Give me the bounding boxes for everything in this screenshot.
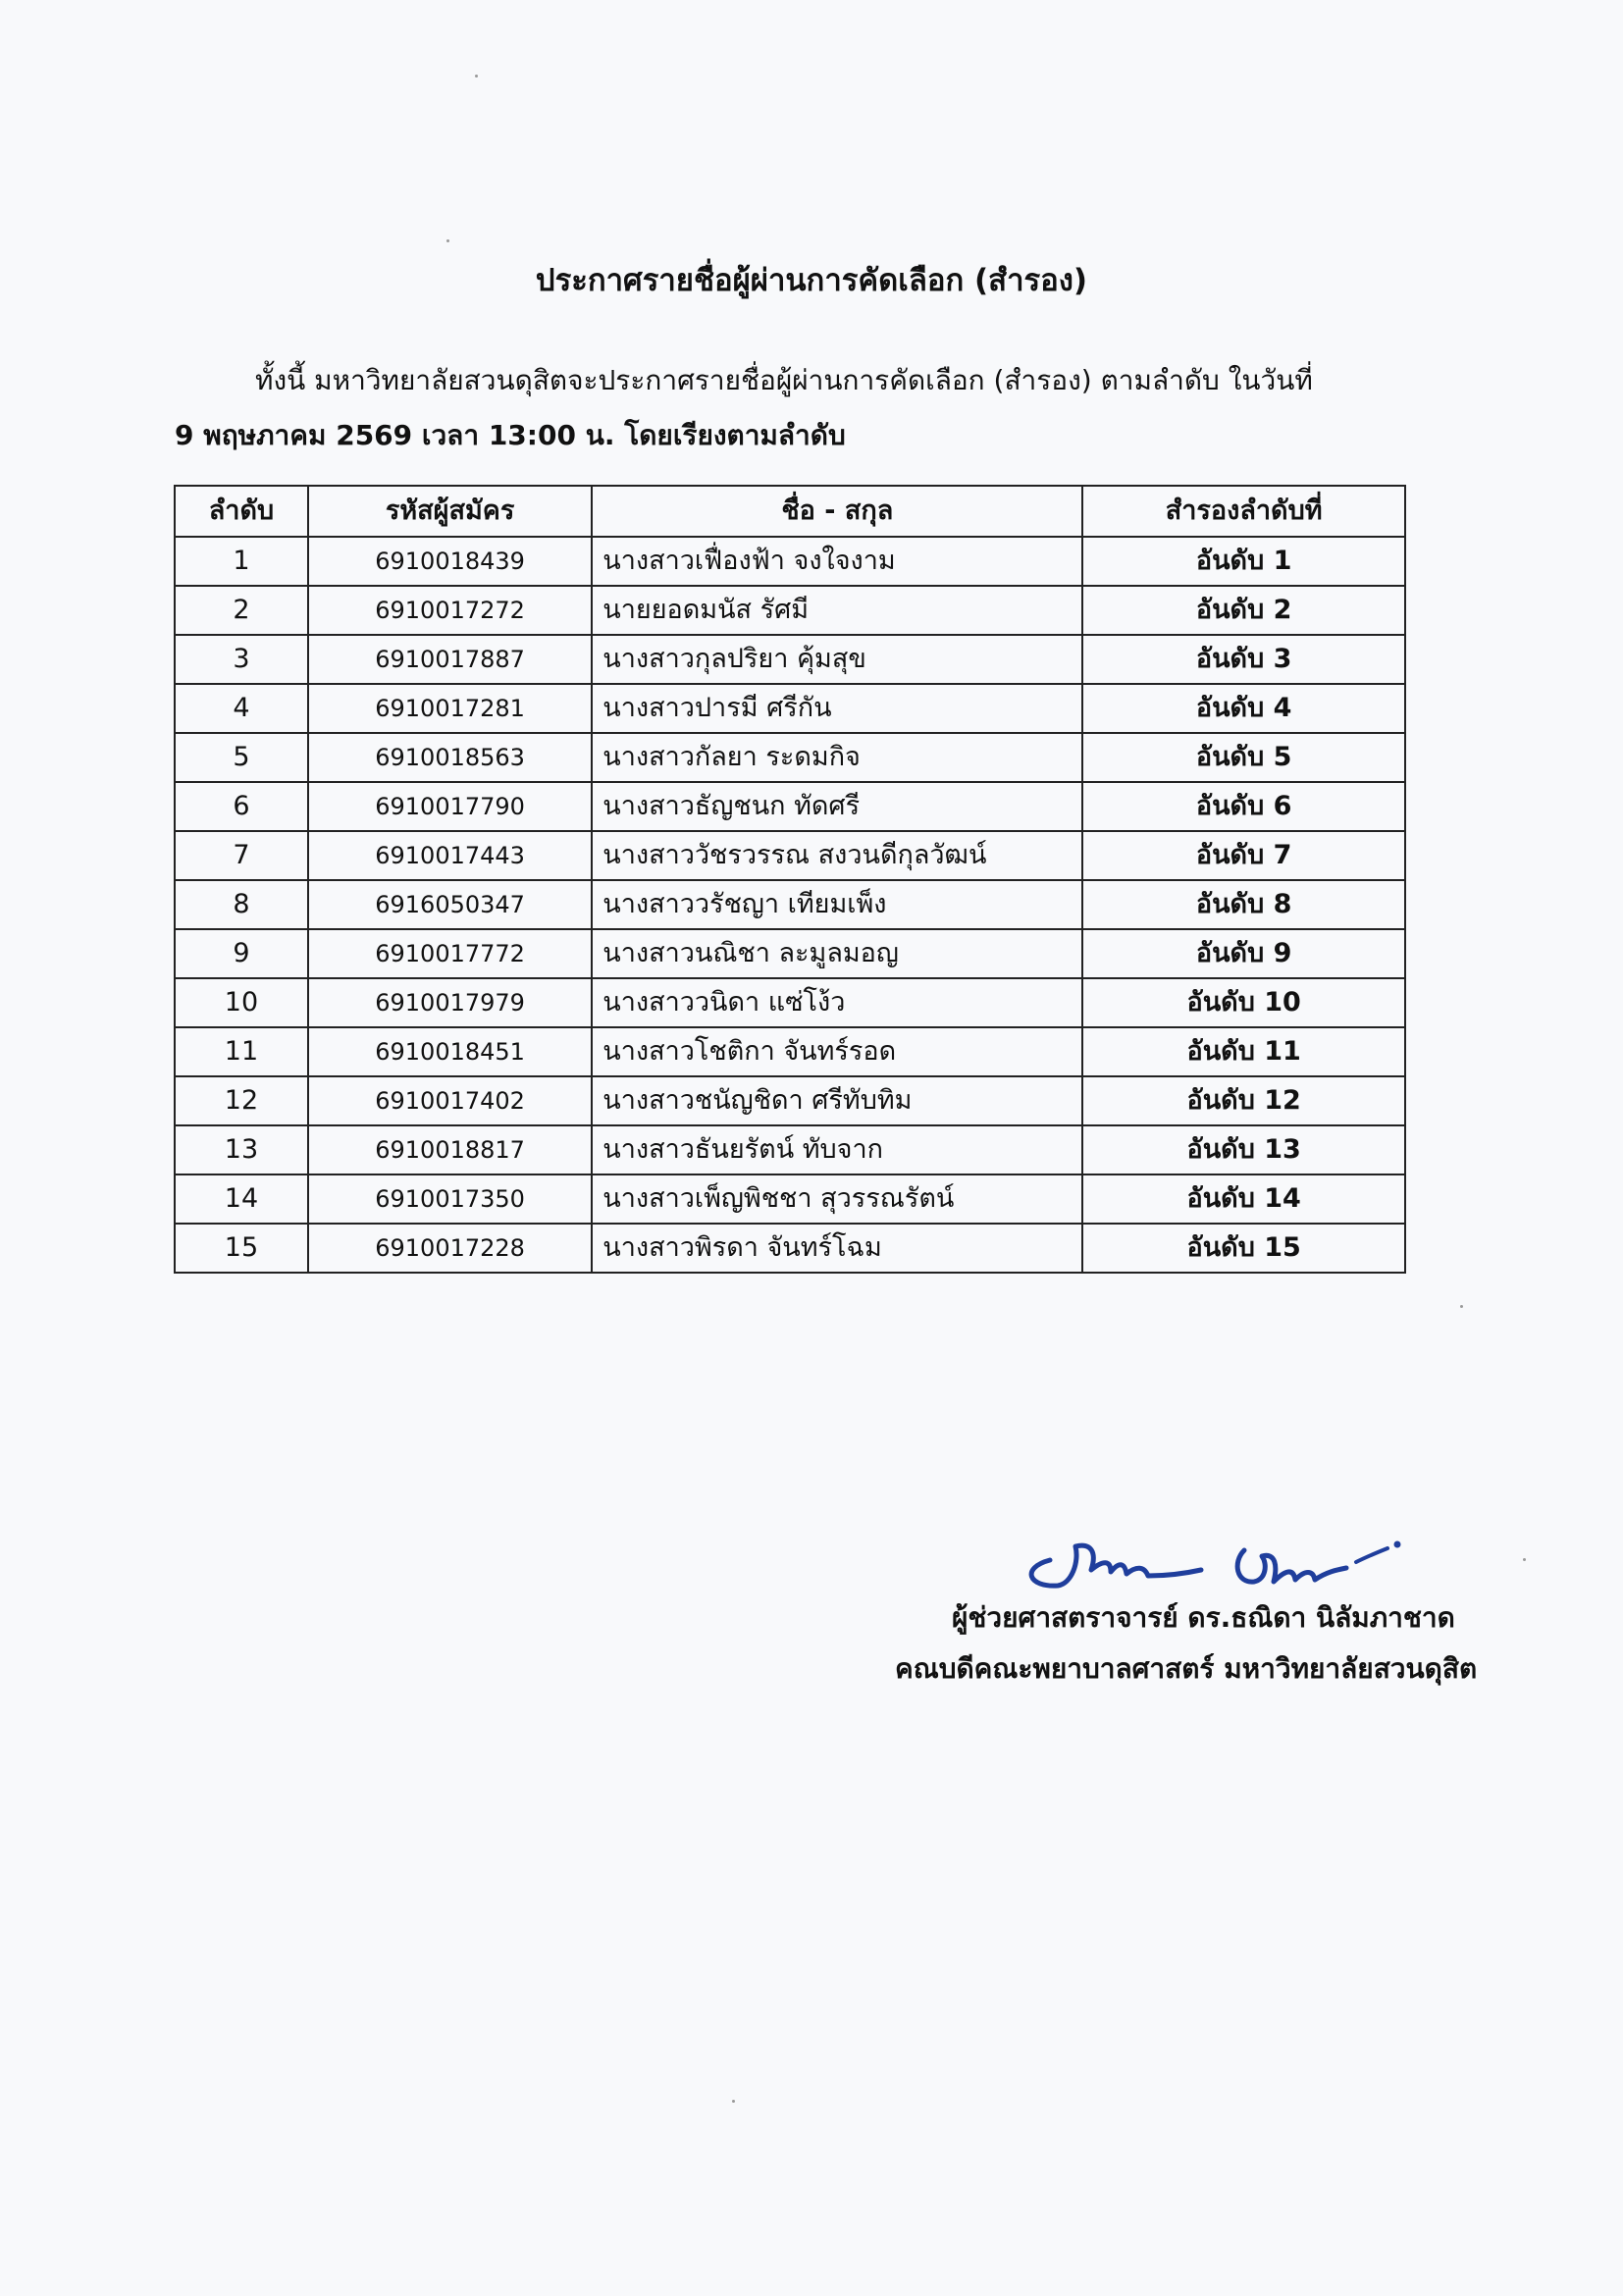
header-applicant-id: รหัสผู้สมัคร — [308, 486, 592, 537]
cell-no: 3 — [175, 635, 308, 684]
cell-applicant-id: 6910017350 — [308, 1174, 592, 1224]
cell-rank: อันดับ 13 — [1082, 1125, 1405, 1174]
cell-name: นางสาวธัญชนก ทัดศรี — [592, 782, 1082, 831]
table-row — [175, 1125, 1405, 1174]
table-row — [175, 635, 1405, 684]
signature-stroke-3 — [1356, 1548, 1387, 1562]
table-body — [175, 537, 1405, 1273]
cell-name: นางสาวโชติกา จันทร์รอด — [592, 1027, 1082, 1076]
scan-speck — [446, 239, 449, 242]
cell-rank: อันดับ 12 — [1082, 1076, 1405, 1125]
cell-no: 10 — [175, 978, 308, 1027]
table-row — [175, 880, 1405, 929]
intro-paragraph — [175, 353, 1431, 463]
header-rank: สำรองลำดับที่ — [1082, 486, 1405, 537]
table-row — [175, 831, 1405, 880]
cell-applicant-id: 6910017443 — [308, 831, 592, 880]
cell-rank: อันดับ 7 — [1082, 831, 1405, 880]
table-row — [175, 684, 1405, 733]
scan-speck — [732, 2100, 735, 2103]
cell-name: นางสาวเพ็ญพิชชา สุวรรณรัตน์ — [592, 1174, 1082, 1224]
cell-applicant-id: 6910017979 — [308, 978, 592, 1027]
table-row — [175, 1076, 1405, 1125]
cell-rank: อันดับ 10 — [1082, 978, 1405, 1027]
scan-speck — [1460, 1305, 1463, 1308]
signature-stroke-2 — [1237, 1550, 1346, 1582]
cell-name: นางสาววรัชญา เทียมเพ็ง — [592, 880, 1082, 929]
cell-name: นางสาวธันยรัตน์ ทับจาก — [592, 1125, 1082, 1174]
cell-applicant-id: 6910017790 — [308, 782, 592, 831]
table-row — [175, 586, 1405, 635]
cell-name: นายยอดมนัส รัศมี — [592, 586, 1082, 635]
table-row — [175, 537, 1405, 586]
cell-applicant-id: 6910018817 — [308, 1125, 592, 1174]
cell-rank: อันดับ 6 — [1082, 782, 1405, 831]
cell-name: นางสาวเฟื่องฟ้า จงใจงาม — [592, 537, 1082, 586]
intro-line-1: ทั้งนี้ มหาวิทยาลัยสวนดุสิตจะประกาศรายชื่อผู้ผ่านการคัดเลือก (สำรอง) ตามลำดับ ในวันที่ — [255, 364, 1313, 396]
scan-speck — [1523, 1558, 1526, 1561]
cell-name: นางสาววัชรวรรณ สงวนดีกุลวัฒน์ — [592, 831, 1082, 880]
signatory-name: ผู้ช่วยศาสตราจารย์ ดร.ธณิดา นิลัมภาชาด — [952, 1601, 1455, 1634]
table-row — [175, 978, 1405, 1027]
cell-no: 5 — [175, 733, 308, 782]
header-no: ลำดับ — [175, 486, 308, 537]
header-name: ชื่อ - สกุล — [592, 486, 1082, 537]
intro-line-2: 9 พฤษภาคม 2569 เวลา 13:00 น. โดยเรียงตามลำดับ — [175, 419, 846, 451]
cell-name: นางสาวพิรดา จันทร์โฉม — [592, 1224, 1082, 1273]
cell-name: นางสาวปารมี ศรีกัน — [592, 684, 1082, 733]
cell-name: นางสาวชนัญชิดา ศรีทับทิม — [592, 1076, 1082, 1125]
cell-no: 13 — [175, 1125, 308, 1174]
signatory-position: คณบดีคณะพยาบาลศาสตร์ มหาวิทยาลัยสวนดุสิต — [895, 1652, 1478, 1685]
cell-applicant-id: 6910018451 — [308, 1027, 592, 1076]
cell-applicant-id: 6916050347 — [308, 880, 592, 929]
cell-rank: อันดับ 14 — [1082, 1174, 1405, 1224]
cell-rank: อันดับ 1 — [1082, 537, 1405, 586]
cell-no: 14 — [175, 1174, 308, 1224]
cell-no: 1 — [175, 537, 308, 586]
cell-applicant-id: 6910017772 — [308, 929, 592, 978]
cell-rank: อันดับ 8 — [1082, 880, 1405, 929]
cell-no: 8 — [175, 880, 308, 929]
cell-no: 15 — [175, 1224, 308, 1273]
cell-applicant-id: 6910017281 — [308, 684, 592, 733]
signature-image — [1001, 1491, 1413, 1609]
table-header-row — [175, 486, 1405, 537]
cell-name: นางสาววนิดา แซ่โง้ว — [592, 978, 1082, 1027]
cell-rank: อันดับ 4 — [1082, 684, 1405, 733]
cell-no: 9 — [175, 929, 308, 978]
cell-name: นางสาวนณิชา ละมูลมอญ — [592, 929, 1082, 978]
cell-applicant-id: 6910018563 — [308, 733, 592, 782]
scan-speck — [475, 75, 478, 78]
table-row — [175, 1027, 1405, 1076]
cell-applicant-id: 6910018439 — [308, 537, 592, 586]
cell-rank: อันดับ 5 — [1082, 733, 1405, 782]
cell-rank: อันดับ 2 — [1082, 586, 1405, 635]
cell-applicant-id: 6910017228 — [308, 1224, 592, 1273]
cell-no: 2 — [175, 586, 308, 635]
cell-rank: อันดับ 9 — [1082, 929, 1405, 978]
cell-no: 6 — [175, 782, 308, 831]
table-row — [175, 929, 1405, 978]
cell-applicant-id: 6910017887 — [308, 635, 592, 684]
table-row — [175, 733, 1405, 782]
table-row — [175, 782, 1405, 831]
cell-name: นางสาวกัลยา ระดมกิจ — [592, 733, 1082, 782]
cell-no: 12 — [175, 1076, 308, 1125]
table-row — [175, 1174, 1405, 1224]
results-table — [174, 485, 1406, 1274]
cell-rank: อันดับ 15 — [1082, 1224, 1405, 1273]
cell-applicant-id: 6910017272 — [308, 586, 592, 635]
cell-no: 4 — [175, 684, 308, 733]
cell-no: 11 — [175, 1027, 308, 1076]
cell-rank: อันดับ 11 — [1082, 1027, 1405, 1076]
cell-applicant-id: 6910017402 — [308, 1076, 592, 1125]
page-title: ประกาศรายชื่อผู้ผ่านการคัดเลือก (สำรอง) — [535, 263, 1088, 298]
table-row — [175, 1224, 1405, 1273]
cell-no: 7 — [175, 831, 308, 880]
signature-dot — [1394, 1541, 1401, 1548]
cell-rank: อันดับ 3 — [1082, 635, 1405, 684]
signature-stroke-1 — [1031, 1545, 1201, 1586]
cell-name: นางสาวกุลปริยา คุ้มสุข — [592, 635, 1082, 684]
